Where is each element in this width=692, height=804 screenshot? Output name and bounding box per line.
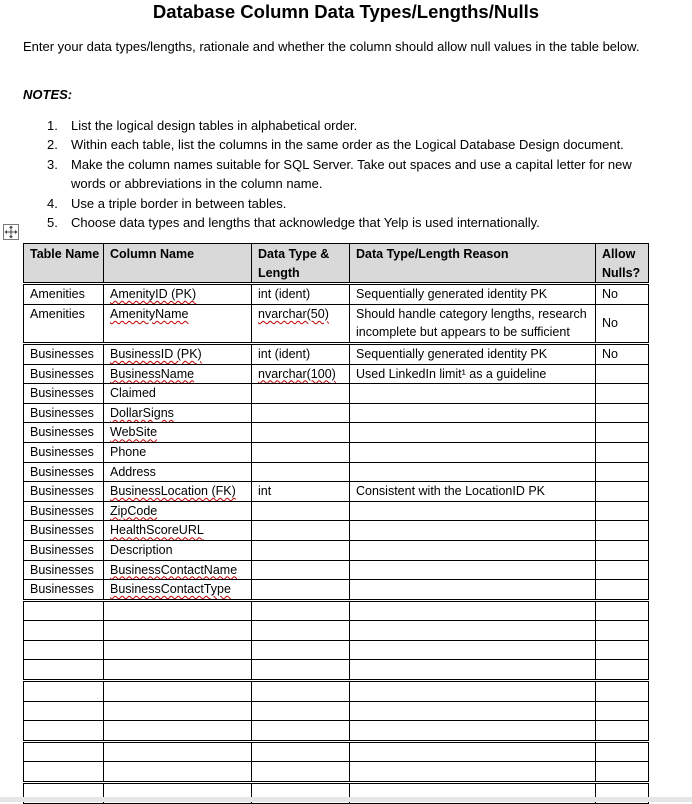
table-row xyxy=(24,403,649,423)
notes-heading: NOTES: xyxy=(23,87,73,102)
empty-cell[interactable] xyxy=(104,640,252,660)
empty-cell[interactable] xyxy=(104,681,252,702)
empty-cell[interactable] xyxy=(596,681,649,702)
cell-reason[interactable] xyxy=(350,423,596,443)
cell-type[interactable] xyxy=(252,540,350,560)
cell-reason[interactable]: Sequentially generated identity PK xyxy=(350,343,596,364)
cell-table[interactable]: Amenities xyxy=(24,304,104,343)
table-row xyxy=(24,580,649,601)
cell-column[interactable]: Address xyxy=(104,462,252,482)
cell-nulls[interactable] xyxy=(596,540,649,560)
cell-column-text: BusinessName xyxy=(110,366,195,381)
empty-cell[interactable] xyxy=(350,640,596,660)
empty-cell[interactable] xyxy=(596,741,649,762)
table-move-handle-icon[interactable] xyxy=(3,224,19,240)
cell-table[interactable]: Businesses xyxy=(24,501,104,521)
cell-nulls[interactable] xyxy=(596,442,649,462)
header-data-type: Data Type & Length xyxy=(252,244,350,284)
header-reason: Data Type/Length Reason xyxy=(350,244,596,284)
cell-column[interactable] xyxy=(104,403,252,423)
empty-cell[interactable] xyxy=(350,721,596,742)
cell-column[interactable]: Description xyxy=(104,540,252,560)
cell-reason[interactable]: Consistent with the LocationID PK xyxy=(350,482,596,502)
cell-type[interactable] xyxy=(252,580,350,601)
cell-table[interactable]: Businesses xyxy=(24,580,104,601)
cell-nulls[interactable] xyxy=(596,364,649,384)
note-number: 1. xyxy=(47,118,58,133)
empty-cell[interactable] xyxy=(24,681,104,702)
cell-type[interactable] xyxy=(252,403,350,423)
cell-column[interactable] xyxy=(104,501,252,521)
cell-type[interactable] xyxy=(252,423,350,443)
note-number: 3. xyxy=(47,156,58,172)
empty-row xyxy=(24,721,649,742)
note-text: Within each table, list the columns in the same order as the Logical Database Design document. xyxy=(71,137,624,153)
cell-column-text: BusinessContactName xyxy=(110,562,238,577)
header-table-name: Table Name xyxy=(24,244,104,284)
cell-table[interactable]: Businesses xyxy=(24,540,104,560)
cell-type[interactable]: int xyxy=(252,482,350,502)
cell-reason[interactable] xyxy=(350,462,596,482)
table-row xyxy=(24,521,649,541)
cell-column-text: BusinessID (PK) xyxy=(110,346,202,361)
empty-cell[interactable] xyxy=(24,600,104,621)
cell-column-text: HealthScoreURL xyxy=(110,523,204,538)
document-title: Database Column Data Types/Lengths/Nulls xyxy=(152,1,540,22)
empty-cell[interactable] xyxy=(252,741,350,762)
cell-nulls[interactable]: No xyxy=(596,343,649,364)
empty-cell[interactable] xyxy=(350,741,596,762)
column-types-table xyxy=(23,243,649,804)
empty-cell[interactable] xyxy=(350,660,596,681)
cell-column[interactable] xyxy=(104,423,252,443)
empty-cell[interactable] xyxy=(596,621,649,641)
cell-column[interactable]: Phone xyxy=(104,442,252,462)
cell-nulls[interactable] xyxy=(596,560,649,580)
header-column-name: Column Name xyxy=(104,244,252,284)
cell-column[interactable] xyxy=(104,560,252,580)
cell-reason[interactable] xyxy=(350,560,596,580)
cell-table[interactable]: Amenities xyxy=(24,284,104,305)
cell-table[interactable]: Businesses xyxy=(24,384,104,404)
cell-column-text: WebSite xyxy=(110,425,158,440)
cell-column[interactable]: Claimed xyxy=(104,384,252,404)
empty-cell[interactable] xyxy=(252,701,350,721)
empty-cell[interactable] xyxy=(350,681,596,702)
table-row xyxy=(24,482,649,502)
cell-table[interactable]: Businesses xyxy=(24,403,104,423)
empty-cell[interactable] xyxy=(350,600,596,621)
empty-cell[interactable] xyxy=(252,660,350,681)
empty-cell[interactable] xyxy=(252,762,350,783)
cell-type[interactable]: int (ident) xyxy=(252,343,350,364)
empty-row xyxy=(24,600,649,621)
cell-nulls[interactable] xyxy=(596,482,649,502)
note-text: Choose data types and lengths that acknowledge that Yelp is used internationally. xyxy=(71,215,540,231)
empty-cell[interactable] xyxy=(24,721,104,742)
empty-cell[interactable] xyxy=(350,762,596,783)
cell-nulls[interactable]: No xyxy=(596,284,649,305)
cell-column-text: BusinessLocation (FK) xyxy=(110,484,236,499)
table-row xyxy=(24,304,649,343)
empty-cell[interactable] xyxy=(596,762,649,783)
cell-table[interactable]: Businesses xyxy=(24,482,104,502)
cell-table[interactable]: Businesses xyxy=(24,560,104,580)
table-row xyxy=(24,462,649,482)
cell-column[interactable] xyxy=(104,482,252,502)
cell-reason[interactable]: Sequentially generated identity PK xyxy=(350,284,596,305)
cell-reason[interactable] xyxy=(350,501,596,521)
note-item-3 xyxy=(23,155,663,194)
cell-type-text: nvarchar(100) xyxy=(258,366,336,381)
status-strip xyxy=(0,797,692,802)
table-row xyxy=(24,384,649,404)
cell-reason[interactable] xyxy=(350,442,596,462)
empty-cell[interactable] xyxy=(596,701,649,721)
empty-cell[interactable] xyxy=(596,640,649,660)
cell-nulls[interactable] xyxy=(596,403,649,423)
cell-table[interactable]: Businesses xyxy=(24,462,104,482)
cell-nulls[interactable] xyxy=(596,501,649,521)
table-row xyxy=(24,364,649,384)
empty-cell[interactable] xyxy=(24,741,104,762)
table-row xyxy=(24,501,649,521)
notes-list xyxy=(23,116,663,232)
note-text: Use a triple border in between tables. xyxy=(71,195,287,211)
empty-cell[interactable] xyxy=(24,701,104,721)
cell-column[interactable] xyxy=(104,284,252,305)
empty-cell[interactable] xyxy=(104,762,252,783)
note-number: 2. xyxy=(47,137,58,153)
cell-nulls[interactable] xyxy=(596,384,649,404)
empty-cell[interactable] xyxy=(252,621,350,641)
cell-type[interactable] xyxy=(252,364,350,384)
empty-cell[interactable] xyxy=(252,640,350,660)
empty-cell[interactable] xyxy=(252,721,350,742)
empty-cell[interactable] xyxy=(596,600,649,621)
cell-type[interactable] xyxy=(252,462,350,482)
empty-cell[interactable] xyxy=(104,741,252,762)
empty-cell[interactable] xyxy=(596,721,649,742)
note-item-5 xyxy=(23,213,663,232)
note-item-1 xyxy=(23,116,663,135)
empty-row xyxy=(24,640,649,660)
cell-type[interactable] xyxy=(252,304,350,343)
note-number: 4. xyxy=(47,195,58,211)
cell-nulls[interactable] xyxy=(596,580,649,601)
empty-cell[interactable] xyxy=(252,681,350,702)
cell-nulls[interactable]: No xyxy=(596,304,649,343)
cell-type[interactable]: int (ident) xyxy=(252,284,350,305)
cell-column-text: AmenityID (PK) xyxy=(110,287,197,302)
note-item-2 xyxy=(23,135,663,154)
empty-cell[interactable] xyxy=(350,701,596,721)
empty-cell[interactable] xyxy=(596,660,649,681)
cell-type[interactable] xyxy=(252,384,350,404)
cell-column-text: AmenityName xyxy=(110,306,189,321)
empty-cell[interactable] xyxy=(252,600,350,621)
cell-nulls[interactable] xyxy=(596,423,649,443)
cell-reason[interactable] xyxy=(350,384,596,404)
cell-column-text: DollarSigns xyxy=(110,405,174,420)
empty-cell[interactable] xyxy=(104,621,252,641)
cell-column[interactable] xyxy=(104,521,252,541)
cell-type[interactable] xyxy=(252,521,350,541)
empty-row xyxy=(24,681,649,702)
cell-table[interactable]: Businesses xyxy=(24,423,104,443)
cell-reason[interactable]: Should handle category lengths, research incomplete but appears to be sufficient xyxy=(350,304,596,343)
cell-type[interactable] xyxy=(252,501,350,521)
empty-cell[interactable] xyxy=(104,721,252,742)
cell-column[interactable] xyxy=(104,343,252,364)
cell-column-text: BusinessContactType xyxy=(110,582,231,597)
header-row xyxy=(24,244,649,284)
empty-cell[interactable] xyxy=(104,701,252,721)
empty-cell[interactable] xyxy=(24,762,104,783)
cell-nulls[interactable] xyxy=(596,462,649,482)
note-text: List the logical design tables in alphabetical order. xyxy=(71,118,358,133)
intro-paragraph: Enter your data types/lengths, rationale and whether the column should allow null values in the table below. xyxy=(23,39,640,54)
empty-cell[interactable] xyxy=(24,640,104,660)
table-row xyxy=(24,284,649,305)
cell-nulls[interactable] xyxy=(596,521,649,541)
cell-reason[interactable] xyxy=(350,580,596,601)
table-row xyxy=(24,343,649,364)
note-text: Make the column names suitable for SQL Server. Take out spaces and use a capital letter for new words or abbreviations in the column name. xyxy=(71,156,632,192)
cell-type-text: nvarchar(50) xyxy=(258,306,329,321)
empty-row xyxy=(24,762,649,783)
table-row xyxy=(24,423,649,443)
cell-table[interactable]: Businesses xyxy=(24,442,104,462)
empty-cell[interactable] xyxy=(350,621,596,641)
cell-reason[interactable] xyxy=(350,521,596,541)
cell-column[interactable] xyxy=(104,304,252,343)
empty-cell[interactable] xyxy=(104,660,252,681)
cell-table[interactable]: Businesses xyxy=(24,364,104,384)
cell-column[interactable] xyxy=(104,580,252,601)
cell-reason[interactable]: Used LinkedIn limit¹ as a guideline xyxy=(350,364,596,384)
cell-table[interactable]: Businesses xyxy=(24,521,104,541)
cell-reason[interactable] xyxy=(350,403,596,423)
cell-column-text: ZipCode xyxy=(110,503,158,518)
table-row xyxy=(24,560,649,580)
empty-row xyxy=(24,660,649,681)
note-number: 5. xyxy=(47,215,58,231)
note-item-4 xyxy=(23,194,663,213)
empty-row xyxy=(24,621,649,641)
empty-row xyxy=(24,701,649,721)
cell-column[interactable] xyxy=(104,364,252,384)
cell-type[interactable] xyxy=(252,442,350,462)
header-allow-nulls: Allow Nulls? xyxy=(596,244,649,284)
cell-reason[interactable] xyxy=(350,540,596,560)
empty-row xyxy=(24,741,649,762)
cell-type[interactable] xyxy=(252,560,350,580)
table-row xyxy=(24,442,649,462)
cell-table[interactable]: Businesses xyxy=(24,343,104,364)
empty-cell[interactable] xyxy=(104,600,252,621)
table-row xyxy=(24,540,649,560)
empty-cell[interactable] xyxy=(24,621,104,641)
empty-cell[interactable] xyxy=(24,660,104,681)
